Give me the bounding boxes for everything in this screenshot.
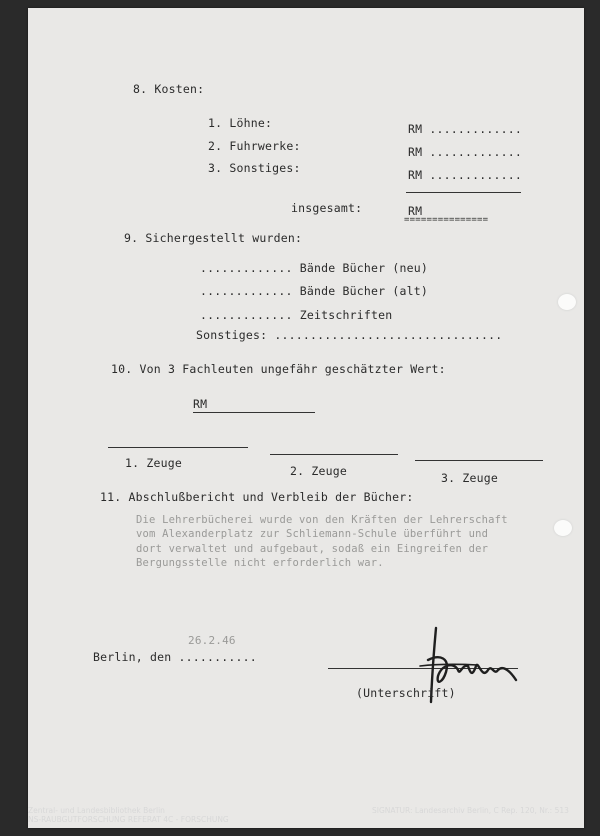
report-text-line: Bergungsstelle nicht erforderlich war. [136,557,384,569]
value-currency: RM [193,397,208,411]
cost-item-label: 1. Löhne: [208,116,273,130]
footer-department: NS-RAUBGUTFORSCHUNG REFERAT 4C - FORSCHUNG [28,815,229,824]
witness-2-signature-line [270,454,398,455]
report-text-line: Die Lehrerbücherei wurde von den Kräften der Lehrerschaft [136,514,508,526]
footer-library: Zentral- und Landesbibliothek Berlin [28,806,165,815]
sum-line [406,192,521,193]
secured-line: ............. Bände Bücher (alt) [200,284,428,298]
cost-item-amount: RM ............. [408,122,522,136]
handwritten-date: 26.2.46 [188,634,236,647]
witness-3-label: 3. Zeuge [441,471,498,485]
report-text-line: dort verwaltet und aufgebaut, sodaß ein Eingreifen der [136,543,489,555]
section-11-heading: 11. Abschlußbericht und Verbleib der Bücher: [100,490,414,504]
section-8-heading: 8. Kosten: [133,82,205,96]
footer-signature: SIGNATUR: Landesarchiv Berlin, C Rep. 120, Nr.: 513 [372,806,569,815]
section-9-heading: 9. Sichergestellt wurden: [124,231,303,245]
secured-line: ............. Bände Bücher (neu) [200,261,428,275]
cost-item-label: 2. Fuhrwerke: [208,139,301,153]
witness-2-label: 2. Zeuge [290,464,347,478]
total-double-underline: =============== [404,215,489,225]
witness-1-signature-line [108,447,248,448]
value-line [193,412,315,413]
report-text-line: vom Alexanderplatz zur Schliemann-Schule überführt und [136,528,489,540]
total-label: insgesamt: [291,201,363,215]
place-date-label: Berlin, den ........... [93,650,257,664]
cost-item-amount: RM ............. [408,168,522,182]
cost-item-label: 3. Sonstiges: [208,161,301,175]
punch-hole [558,294,576,310]
punch-hole [554,520,572,536]
witness-3-signature-line [415,460,543,461]
signature-label: (Unterschrift) [356,686,456,700]
document-page [28,8,584,828]
secured-other: Sonstiges: ................................ [196,328,503,342]
cost-item-amount: RM ............. [408,145,522,159]
section-10-heading: 10. Von 3 Fachleuten ungefähr geschätzter Wert: [111,362,446,376]
total-amount: RM [408,204,423,218]
secured-line: ............. Zeitschriften [200,308,393,322]
witness-1-label: 1. Zeuge [125,456,182,470]
